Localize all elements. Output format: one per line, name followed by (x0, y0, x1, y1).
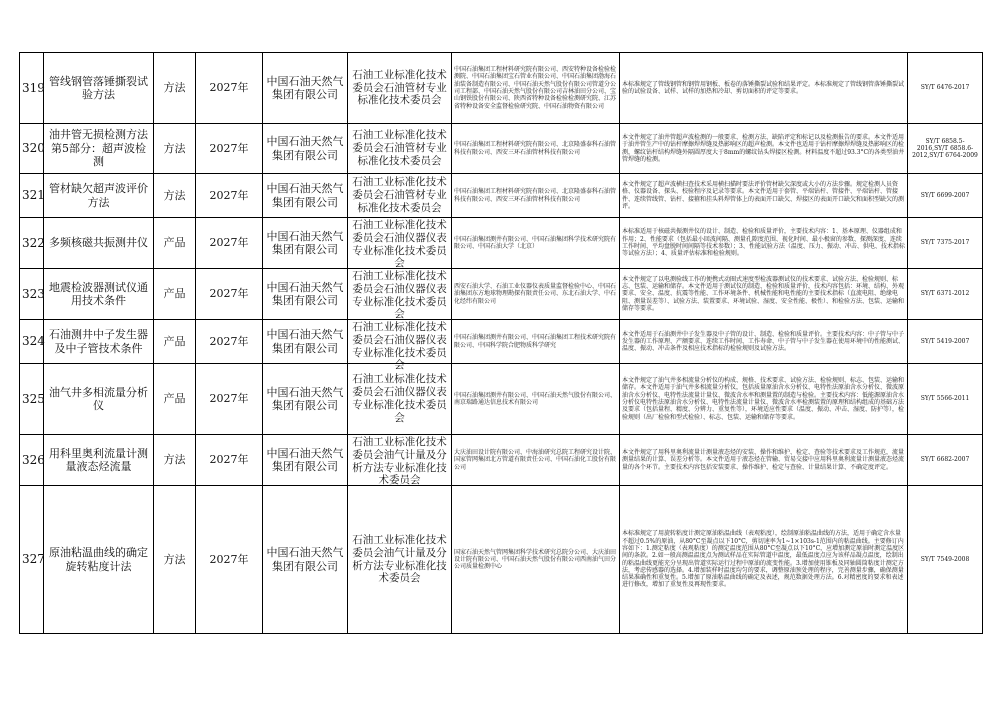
row-number-text: 322 (22, 235, 45, 250)
technical-committee (348, 486, 452, 634)
table-row (20, 364, 983, 435)
row-number (20, 218, 44, 269)
standard-name-text: 原油粘温曲线的确定旋转粘度计法 (49, 546, 148, 573)
standard-type-text: 产品 (163, 392, 186, 406)
responsible-unit-text: 中国石油天然气集团有限公司 (266, 280, 344, 307)
standard-name-text: 管材缺欠超声波评价方法 (49, 182, 148, 209)
row-number-text: 327 (22, 552, 45, 567)
replaced-standard (908, 53, 983, 124)
replaced-standard (908, 486, 983, 634)
drafting-units (452, 174, 620, 218)
responsible-unit-text: 中国石油天然气集团有限公司 (266, 446, 344, 473)
technical-committee-text: 石油工业标准化技术委员会油气计量及分析方法专业标准化技术委员会 (352, 533, 447, 585)
responsible-unit-text: 中国石油天然气集团有限公司 (266, 182, 344, 209)
responsible-unit (263, 269, 348, 320)
standard-type-text: 方法 (163, 141, 186, 155)
standard-type (154, 486, 196, 634)
standard-type (154, 364, 196, 435)
responsible-unit (263, 320, 348, 364)
scope-content-text: 本文件规定了油井管超声波检测的一般要求、检测方法、缺陷评定和标记以及检测报告的要求。本文件适用于油井管生产中的钻杆摩擦焊焊缝及热影响区的超声检测。本文件也适用于钻杆摩擦焊焊缝及热影响区的检测，螺纹钻杆结构焊缝外隔圆厚度大于8mm的螺纹钻头焊接区检测。材料温度不超过93.3°C的各类型油井管焊缝的检测。 (622, 133, 905, 163)
completion-year (196, 53, 263, 124)
completion-year-text: 2027年 (209, 236, 249, 250)
standard-name (44, 364, 154, 435)
responsible-unit-text: 中国石油天然气集团有限公司 (266, 385, 344, 412)
completion-year-text: 2027年 (209, 188, 249, 202)
responsible-unit (263, 174, 348, 218)
standard-type-text: 方法 (163, 453, 186, 467)
row-number-text: 326 (22, 452, 45, 467)
responsible-unit-text: 中国石油天然气集团有限公司 (266, 546, 344, 573)
completion-year-text: 2027年 (209, 81, 249, 95)
responsible-unit-text: 中国石油天然气集团有限公司 (266, 135, 344, 162)
row-number-text: 321 (22, 188, 45, 203)
scope-content (620, 364, 908, 435)
table-row (20, 174, 983, 218)
standard-name (44, 53, 154, 124)
standard-type-text: 产品 (163, 236, 186, 250)
standards-plan-table (19, 52, 983, 634)
standard-name (44, 124, 154, 174)
table-row (20, 486, 983, 634)
scope-content-text: 本标准规定了管线钢管和钢管用钢板、板卷的落锤撕裂试验和结果评定。本标准规定了管线钢管落锤撕裂试验的试验设备、试样、试样的加热和冷却、剪切面积的评定等要求。 (622, 80, 905, 95)
drafting-units-text: 国家石油天然气管网集团科学技术研究总院分公司、大庆油田设计院有限公司、中国石油天然气股份有限公司西南油气田分公司质量检测中心 (454, 548, 617, 571)
replaced-standard (908, 364, 983, 435)
responsible-unit (263, 218, 348, 269)
row-number (20, 320, 44, 364)
drafting-units (452, 435, 620, 486)
scope-content-text: 本文件规定了超声波横扫查技术采用横扫描时要法评价管材缺欠深度或大小的方法步骤。规定检测人员资格、仪器设备、探头、校验程序及记录等要求。本文件适用于套管、平端钻杆、管接件、平端钻杆、管接件、连续管线管、钻杆、接箍和挂头料焊管体上的表面开口缺欠、焊接区的表面开口缺欠和面积型缺欠的测评。 (622, 180, 905, 210)
responsible-unit (263, 486, 348, 634)
drafting-units-text: 中国石油集团工程材料研究院有限公司、北京隆盛泰科石油管科技有限公司、西安三环石油管材科技有限公司 (454, 141, 617, 156)
drafting-units-text: 中国石油集团工程材料研究院有限公司、西安特种设备检验检测院、中国石油集团宝石管业有限公司、中国石油集团渤海石油装备制造有限公司、中国石油天然气股份有限公司管道分公司工程部、中国石油天然气股份有限公司吉林油田分公司、宝山钢铁股份有限公司、陕西省特种设备检验检测研究院、江苏省特种设备安全监督检验研究院、中国石油物资有限公司 (454, 66, 617, 110)
drafting-units (452, 218, 620, 269)
drafting-units-text: 中国石油集团测井有限公司、中国石油集团工程技术研究院有限公司、中国科学院合肥物质科学研究 (454, 334, 617, 349)
technical-committee-text: 石油工业标准化技术委员会石油仪器仪表专业标准化技术委员会 (352, 321, 447, 372)
completion-year (196, 124, 263, 174)
replaced-standard-text: SY/T 6682-2007 (920, 456, 970, 464)
replaced-standard (908, 320, 983, 364)
standard-name (44, 486, 154, 634)
scope-content (620, 269, 908, 320)
technical-committee-text: 石油工业标准化技术委员会油气计量及分析方法专业标准化技术委员会 (352, 436, 447, 487)
scope-content (620, 53, 908, 124)
drafting-units (452, 364, 620, 435)
drafting-units-text: 大庆油田设计院有限公司、中海油研究总院工程研究设计院、国家管网集团北方管道有限责任公司、中国石油化工股份有限公司 (454, 449, 617, 471)
standard-name-text: 管线钢管落锤撕裂试验方法 (49, 74, 148, 101)
technical-committee-text: 石油工业标准化技术委员会石油仪器仪表专业标准化技术委员会 (352, 373, 447, 424)
drafting-units-text: 中国石油集团工程材料研究院有限公司、北京隆盛泰科石油管科技有限公司、西安三环石油管材科技有限公司 (454, 188, 617, 203)
row-number (20, 124, 44, 174)
responsible-unit-text: 中国石油天然气集团有限公司 (266, 328, 344, 355)
replaced-standard-text: SY/T 5566-2011 (920, 395, 970, 403)
row-number-text: 325 (22, 391, 45, 406)
technical-committee-text: 石油工业标准化技术委员会石油管材专业标准化技术委员会 (352, 68, 447, 107)
replaced-standard (908, 435, 983, 486)
technical-committee (348, 269, 452, 320)
drafting-units (452, 53, 620, 124)
scope-content-text: 本标准规定了用旋转粘度计测定原油粘温曲线（表观粘度），绘制原油粘温曲线的方法，适用于确定含水量不超过0.5%的原油，从80°C至凝点以下10°C，剪切速率为1~1×103s-1范围内的粘温曲线。主要修订内容如下：1.测定粘度（表观粘度）的测定温度范围从80°C至凝点以下10°C，应增加测定原油时测定温度区间的条款。2.如一般高测温温度点为测试样品在实际管道中温度，最低温度点应为该样品凝点温度，绘制出的粘温曲线更能充分呈现出管道实际运行过程中原油的流变性能。3.增加使用锥板及同轴圆筒粘度计测定方法，考虑传感器的选择。4.增加装样时温度均匀的要求，调整原油预处理的程序，完善测量步骤，确保测量结果准确性和重复性。5.增加了原油粘温曲线的确定及表述，规范数据处理方法。6.对精密度的要求和表述进行修改，增加了重复性及再现性要求。 (622, 530, 905, 589)
drafting-units-text: 中国石油集团测井有限公司、中国石油天然气股份有限公司、南京瑞路通达信息技术有限公司 (454, 391, 617, 406)
technical-committee (348, 218, 452, 269)
drafting-units (452, 486, 620, 634)
completion-year-text: 2027年 (209, 392, 249, 406)
scope-content (620, 486, 908, 634)
responsible-unit-text: 中国石油天然气集团有限公司 (266, 74, 344, 101)
standard-name (44, 320, 154, 364)
completion-year-text: 2027年 (209, 453, 249, 467)
standard-name (44, 435, 154, 486)
table-row (20, 320, 983, 364)
responsible-unit (263, 124, 348, 174)
row-number (20, 269, 44, 320)
row-number-text: 320 (22, 141, 45, 156)
standard-name (44, 174, 154, 218)
drafting-units (452, 269, 620, 320)
replaced-standard (908, 174, 983, 218)
scope-content-text: 本文件规定了油气井多相流量分析仪的构成、规格、技术要求、试验方法、检验规则、标志、包装、运输和储存。本文件适用于油气井多相流量分析仪，包括质量原油含水分析仪、电特性法原油含水分析仪、微波原油含水分析仪、电特性法流量计量仪、微波含水率和测量置的制造与检验。主要技术内容：低能源原油含水分析仪电特性法原油含水分析仪、电特性法流量计量仪、微波含水率检测装置的原理和结构组成的基础方法及要求（包括量程、精度、分辨力、重复性等），环境适应性要求（温度、振动、冲击、湿度、防护等），检验规则（出厂检验和型式检验）、标志、包装、运输和储存等要求。 (622, 377, 905, 421)
row-number-text: 319 (22, 80, 45, 95)
standard-name-text: 油气井多相流量分析仪 (49, 385, 148, 412)
technical-committee (348, 53, 452, 124)
standard-name-text: 地震检波器测试仪通用技术条件 (49, 280, 148, 307)
completion-year-text: 2027年 (209, 334, 249, 348)
row-number-text: 324 (22, 334, 45, 349)
completion-year (196, 269, 263, 320)
replaced-standard-text: SY/T 6699-2007 (920, 191, 970, 199)
drafting-units (452, 124, 620, 174)
scope-content (620, 435, 908, 486)
row-number (20, 53, 44, 124)
completion-year (196, 486, 263, 634)
row-number (20, 486, 44, 634)
standard-name-text: 多频核磁共振测井仪 (49, 236, 148, 250)
scope-content (620, 320, 908, 364)
technical-committee (348, 174, 452, 218)
replaced-standard (908, 269, 983, 320)
standard-type (154, 269, 196, 320)
technical-committee-text: 石油工业标准化技术委员会石油管材专业标准化技术委员会 (352, 129, 447, 167)
scope-content (620, 218, 908, 269)
responsible-unit-text: 中国石油天然气集团有限公司 (266, 229, 344, 256)
standard-name-text: 石油测井中子发生器及中子管技术条件 (49, 328, 148, 355)
standard-type-text: 方法 (163, 552, 186, 566)
replaced-standard-text: SY/T 6858.5-2016,SY/T 6858.6-2012,SY/T 6764-2009 (912, 137, 978, 160)
standard-type-text: 方法 (163, 81, 186, 95)
replaced-standard-text: SY/T 6476-2017 (920, 84, 970, 92)
replaced-standard-text: SY/T 6371-2012 (920, 290, 970, 298)
completion-year-text: 2027年 (209, 287, 249, 301)
completion-year (196, 320, 263, 364)
responsible-unit (263, 364, 348, 435)
replaced-standard-text: SY/T 7549-2008 (920, 555, 970, 563)
standard-type (154, 320, 196, 364)
technical-committee-text: 石油工业标准化技术委员会石油仪器仪表专业标准化技术委员会 (352, 219, 447, 270)
row-number (20, 364, 44, 435)
technical-committee-text: 石油工业标准化技术委员会石油仪器仪表专业标准化技术委员会 (352, 270, 447, 321)
table-row (20, 53, 983, 124)
drafting-units-text: 西安石油大学、石油工业仪器仪表质量监督检验中心、中国石油集团东方地球物理勘探有限责任公司、东北石油大学、中石化经纬有限公司 (454, 283, 617, 305)
scope-content-text: 本文件规定了以电测验线工作的便携式动圈式速度型检波器测试仪的技术要求、试验方法、检验规则、标志、包装、运输和储存。本文件适用于测试仪的制造、检验和质量评价，技术内容包括：环境、结构、外观要求、安全、温度、抗震等性能、工作环境条件、机械性能和电性能的主要技术指标（直流电阻、绝缘电阻、测量误差等）、试验方法、装置要求、环境试验、湿度、安全性能、极性）、和检验方法、包装、运输和储存等要求。 (622, 275, 905, 312)
scope-content (620, 174, 908, 218)
scope-content-text: 本标准适用于核磁共振测井仪的设计、制造、检验和质量评价，主要技术内容：1、基本原理、仪器组成和作用；2、性能要求（包括最小回波间隔、测量孔隙度范围、视化时间、最小极窗的参数、探测深度、连续工作时间、平均盘脱时间间隔等技术参数）；3、性能试验方法（温度、压力、振动、冲击、供电、技术指标等试验方法）；4、质量评估标准和检验规则。 (622, 228, 905, 258)
row-number (20, 435, 44, 486)
standard-name (44, 218, 154, 269)
standard-type (154, 124, 196, 174)
replaced-standard-text: SY/T 7375-2017 (920, 239, 970, 247)
scope-content (620, 124, 908, 174)
responsible-unit (263, 53, 348, 124)
technical-committee (348, 320, 452, 372)
table-row (20, 124, 983, 174)
table-row (20, 269, 983, 320)
technical-committee-text: 石油工业标准化技术委员会石油管材专业标准化技术委员会 (352, 176, 447, 214)
scope-content-text: 本文件规定了用科里奥利流量计测量液态烃的安装、操作和维护、检定、查验等技术要求及工作规范，流量测量结果的计算、误差分析等。本文件适用于液态烃在管输、贸易交接中应用科里奥利流量计测量液态烃流量的各个环节。主要技术内容包括安装要求、操作维护、检定与查验、计量结果计算、不确定度评定。 (622, 449, 905, 471)
standard-type (154, 218, 196, 269)
table-row (20, 218, 983, 269)
completion-year (196, 364, 263, 435)
row-number (20, 174, 44, 218)
completion-year-text: 2027年 (209, 552, 249, 566)
drafting-units-text: 中国石油集团测井有限公司、中国石油集团科学技术研究院有限公司、中国石油大学（北京） (454, 235, 617, 250)
standard-type-text: 产品 (163, 287, 186, 301)
row-number-text: 323 (22, 286, 45, 301)
technical-committee (348, 435, 452, 486)
standard-type (154, 53, 196, 124)
replaced-standard (908, 218, 983, 269)
technical-committee (348, 364, 452, 435)
standard-type (154, 174, 196, 218)
standard-type-text: 产品 (163, 334, 186, 348)
table-row (20, 435, 983, 486)
drafting-units (452, 320, 620, 364)
standard-name-text: 油井管无损检测方法第5部分：超声波检测 (49, 128, 148, 169)
replaced-standard-text: SY/T 5419-2007 (920, 337, 970, 345)
standard-name-text: 用科里奥利流量计测量液态烃流量 (49, 446, 148, 473)
completion-year-text: 2027年 (209, 141, 249, 155)
completion-year (196, 218, 263, 269)
completion-year (196, 174, 263, 218)
standard-name (44, 269, 154, 320)
completion-year (196, 435, 263, 486)
technical-committee (348, 124, 452, 174)
scope-content-text: 本文件适用于石油测井中子发生器及中子管的设计、制造、检验和质量评价。主要技术内容：中子管与中子发生器的工作原理、产额要求、连续工作时间、工作寿命、中子管与中子发生器在使用环境中的性能测试、温度、振动、冲击条件及相应技术指标的检验规则及试验方法。 (622, 330, 905, 353)
standard-type-text: 方法 (163, 188, 186, 202)
replaced-standard (908, 124, 983, 174)
standard-type (154, 435, 196, 486)
responsible-unit (263, 435, 348, 486)
